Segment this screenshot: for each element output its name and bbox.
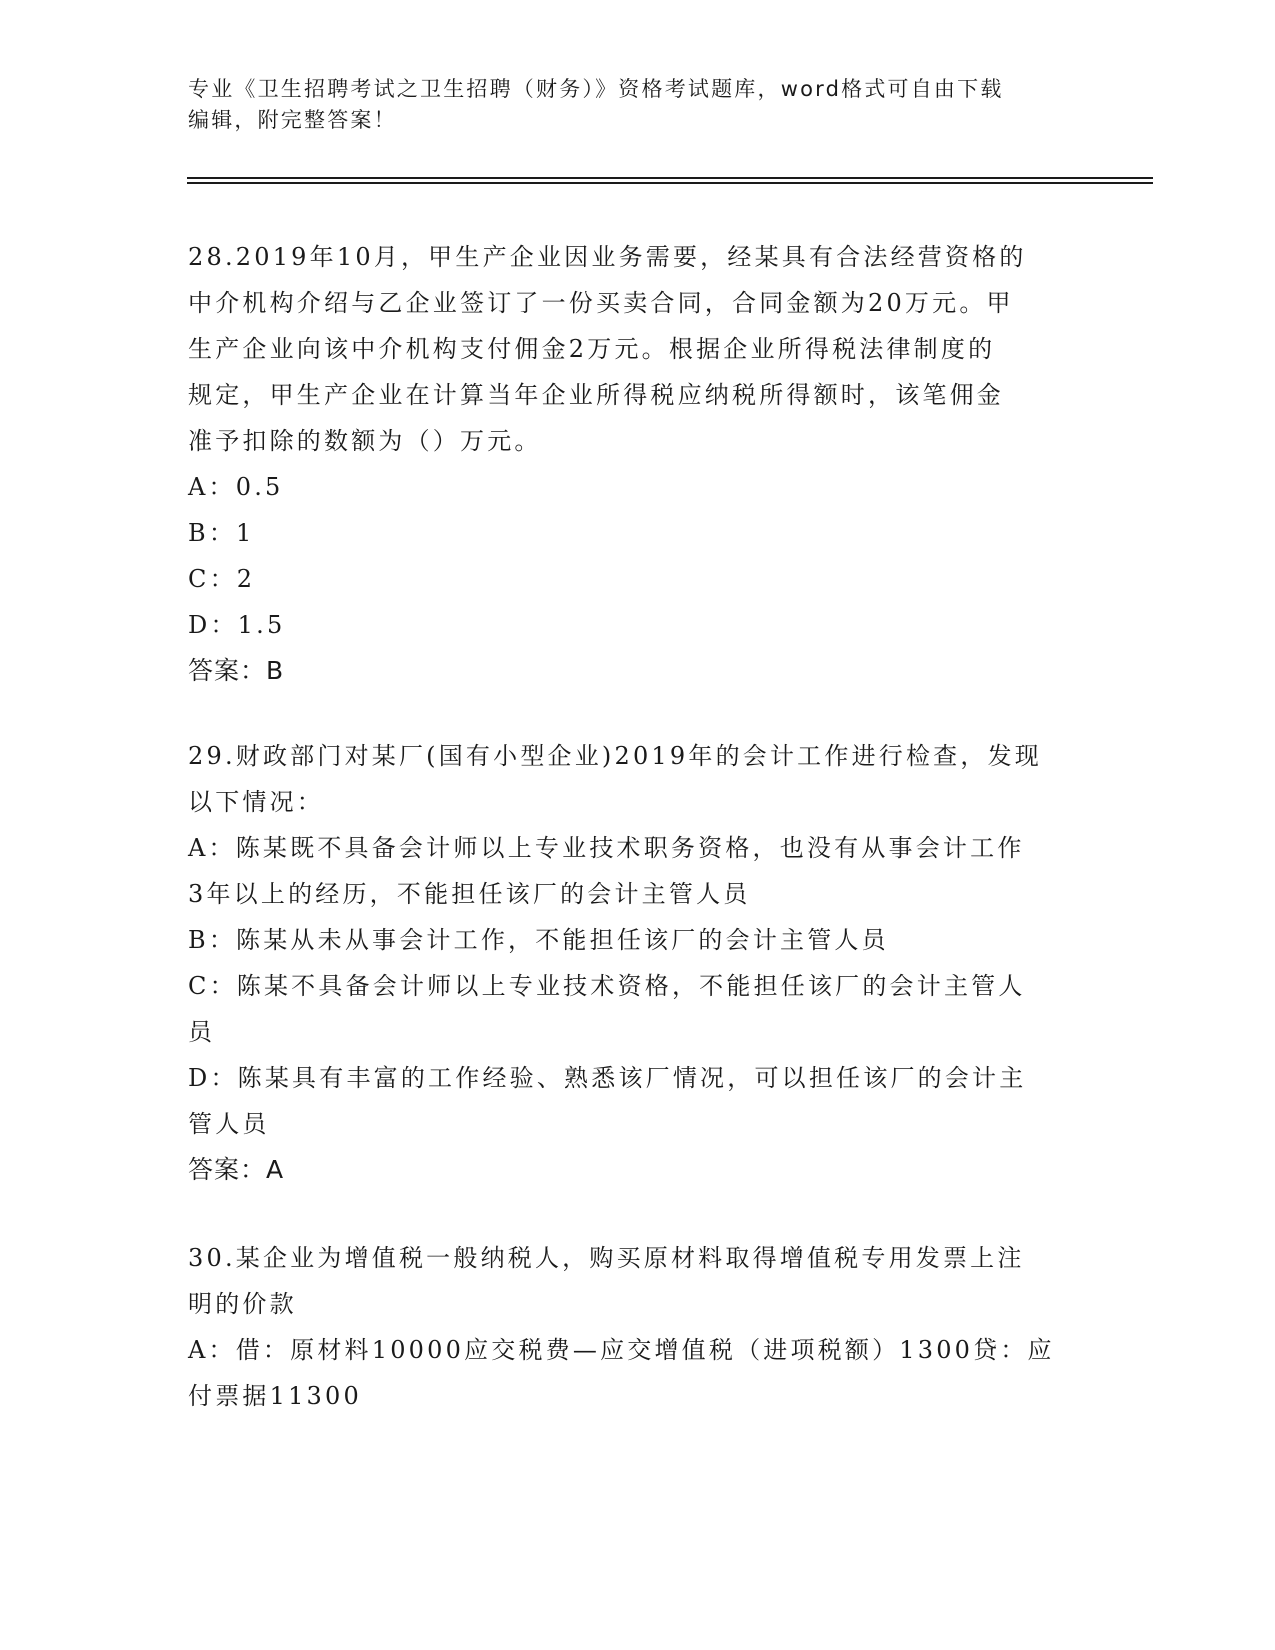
option-c-continued: 员: [188, 1018, 216, 1046]
question-30: [188, 1235, 1088, 1419]
question-stem-line: 以下情况：: [188, 788, 324, 816]
answer-label: 答案：B: [188, 656, 285, 685]
question-stem-line: 准予扣除的数额为（）万元。: [188, 427, 542, 455]
header-note: [188, 74, 1088, 136]
question-stem-line: 规定，甲生产企业在计算当年企业所得税应纳税所得额时，该笔佣金: [188, 381, 1004, 409]
question-stem-line: 29.财政部门对某厂(国有小型企业)2019年的会计工作进行检查，发现: [188, 742, 1042, 770]
option-a-continued: 3年以上的经历，不能担任该厂的会计主管人员: [188, 880, 751, 908]
option-b: B：陈某从未从事会计工作，不能担任该厂的会计主管人员: [188, 926, 889, 954]
option-b: B：1: [188, 519, 255, 547]
header-divider-bottom: [187, 182, 1153, 184]
question-29: [188, 733, 1088, 1193]
option-c: C：陈某不具备会计师以上专业技术资格，不能担任该厂的会计主管人: [188, 972, 1026, 1000]
option-d-continued: 管人员: [188, 1110, 270, 1138]
header-line-1: 专业《卫生招聘考试之卫生招聘（财务）》资格考试题库，word格式可自由下载: [188, 77, 1004, 101]
question-stem-line: 生产企业向该中介机构支付佣金2万元。根据企业所得税法律制度的: [188, 335, 996, 363]
option-d: D：1.5: [188, 611, 286, 639]
question-stem-line: 28.2019年10月，甲生产企业因业务需要，经某具有合法经营资格的: [188, 243, 1027, 271]
option-a: A：陈某既不具备会计师以上专业技术职务资格，也没有从事会计工作: [188, 834, 1025, 862]
question-28: [188, 234, 1088, 694]
question-stem-line: 明的价款: [188, 1290, 297, 1318]
option-c: C：2: [188, 565, 256, 593]
question-stem-line: 中介机构介绍与乙企业签订了一份买卖合同，合同金额为20万元。甲: [188, 289, 1014, 317]
header-line-2: 编辑，附完整答案！: [188, 108, 397, 132]
option-a-continued: 付票据11300: [188, 1382, 362, 1410]
option-d: D：陈某具有丰富的工作经验、熟悉该厂情况，可以担任该厂的会计主: [188, 1064, 1027, 1092]
option-a: A：借：原材料10000应交税费—应交增值税（进项税额）1300贷：应: [188, 1336, 1055, 1364]
header-divider-top: [187, 177, 1153, 179]
answer-label: 答案：A: [188, 1155, 285, 1184]
question-stem-line: 30.某企业为增值税一般纳税人，购买原材料取得增值税专用发票上注: [188, 1244, 1025, 1272]
option-a: A：0.5: [188, 473, 284, 501]
